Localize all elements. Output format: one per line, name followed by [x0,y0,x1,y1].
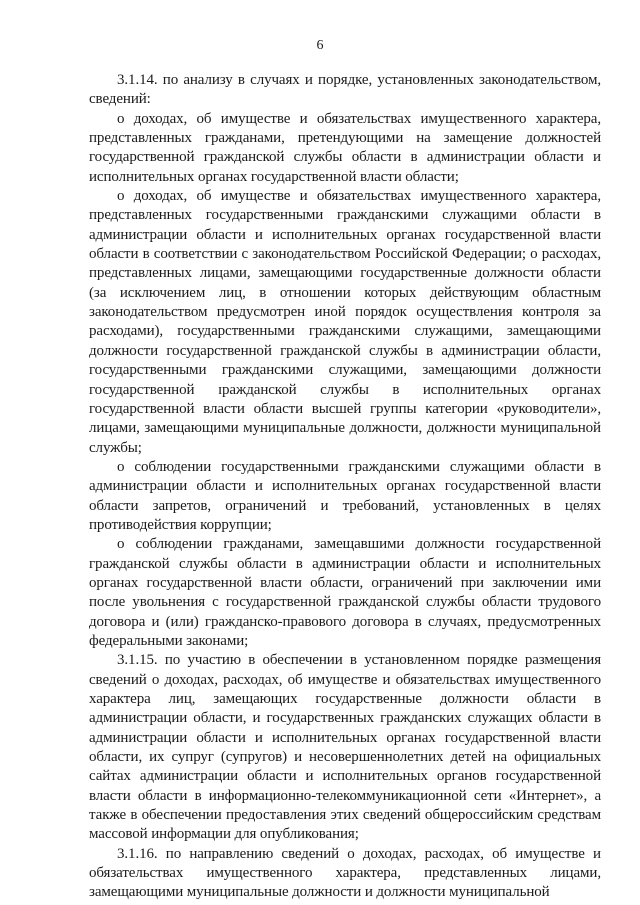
paragraph-income-employees: о доходах, об имуществе и обязательствах имущественного характера, представленных государственными гражданскими служащими области в администрации области и исполнительных органах государственной власти области в соответствии с законодательством Российской Федерации; о расходах, представленных лицами, замещающими государственные должности области (за исключением лиц, в отношении которых действующим областным законодательством предусмотрен иной порядок осуществления контроля за расходами), государственными гражданскими служащими, замещающими должности государственной гражданской службы в администрации области, государственными гражданскими служащими, замещающими должности государственной ɪражданской службы в исполнительных органах государственной власти области высшей группы категории «руководители», лицами, замещающими муниципальные должности, должности муниципальной службы; [89,188,601,456]
paragraph-3-1-14: 3.1.14. по анализу в случаях и порядке, установленных законодательством, сведений: [89,72,601,108]
paragraph-former-employees: о соблюдении гражданами, замещавшими должности государственной гражданской службы области в администрации области и исполнительных органах государственной власти области, ограничений при заключении ими после увольнения с государственной гражданской службы области трудового договора и (или) гражданско-правового договора в случаях, предусмотренных федеральными законами; [89,536,601,649]
paragraph-compliance-restrictions: о соблюдении государственными гражданскими служащими области в администрации области и исполнительных органах государственной власти области запретов, ограничений и требований, установленных в целях противодействия коррупции; [89,458,601,533]
page-number: 6 [316,38,324,53]
paragraph-3-1-15: 3.1.15. по участию в обеспечении в установленном порядке размещения сведений о доходах, расходах, об имуществе и обязательствах имущественного характера лиц, замещающих государственные должности области в администрации области, и государственных гражданских служащих области в администрации области и исполнительных органах государственной власти области, их супруг (супругов) и несовершеннолетних детей на официальных сайтах администрации области и исполнительных органов государственной власти области в информационно-телекоммуникационной сети «Интернет», а также в обеспечении предоставления этих сведений общероссийским средствам массовой информации для опубликования; [89,652,601,843]
document-body [89,71,601,903]
paragraph-income-candidates: о доходах, об имуществе и обязательствах имущественного характера, представленных гражданами, претендующими на замещение должностей государственной гражданской службы области в администрации области и исполнительных органах государственной власти области; [89,110,601,185]
paragraph-3-1-16: 3.1.16. по направлению сведений о доходах, расходах, об имуществе и обязательствах имущественного характера, представленных лицами, замещающими муниципальные должности и должности муниципальной [89,845,601,901]
